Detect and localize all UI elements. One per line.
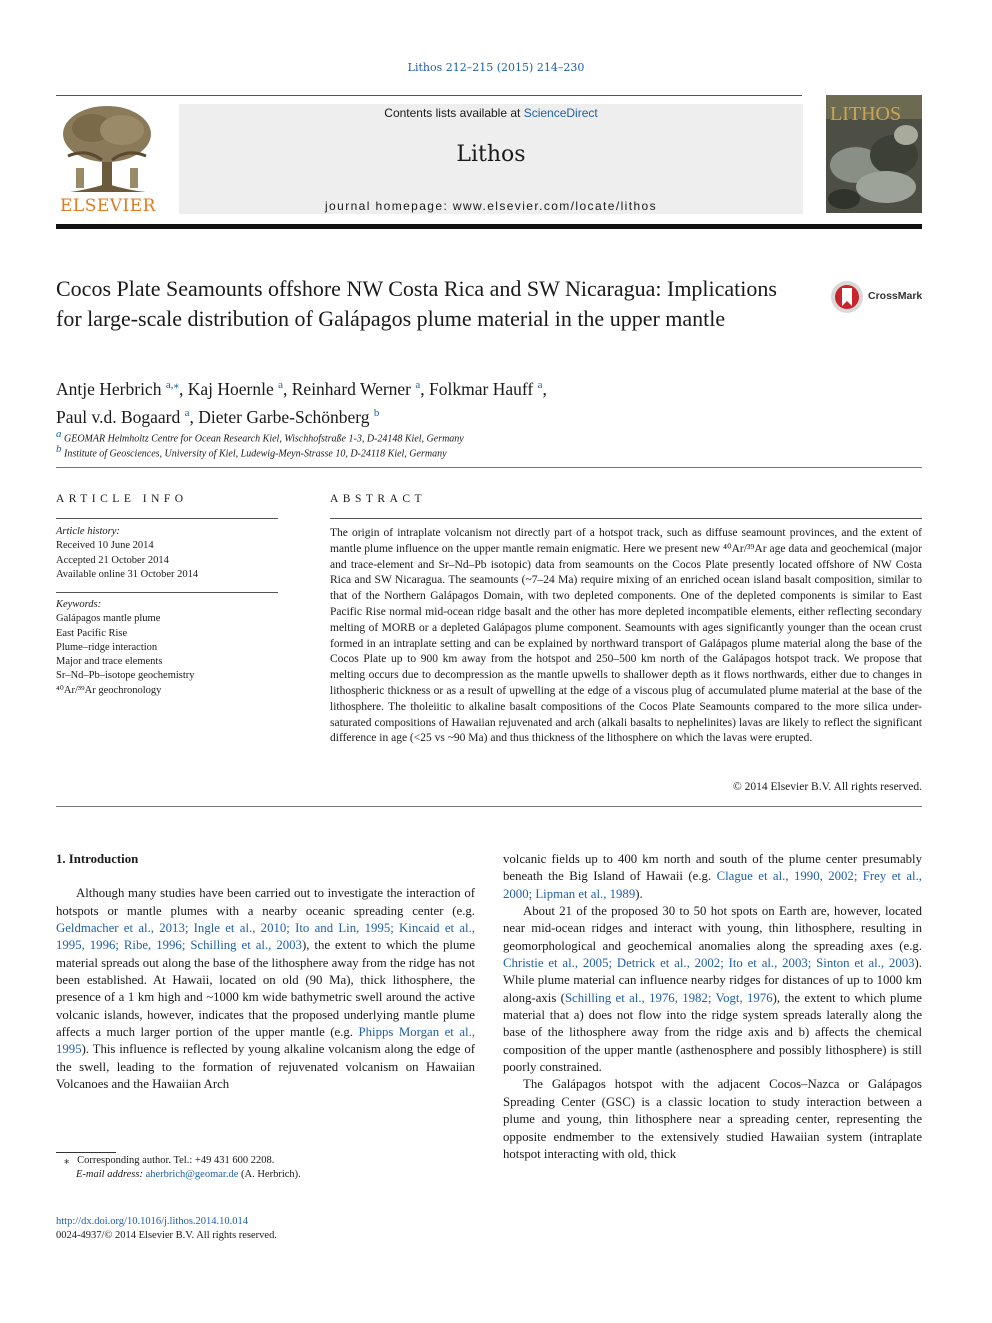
author-affiliation-link[interactable]: a bbox=[415, 379, 421, 391]
reference-link[interactable]: Phipps Morgan et al., 1995 bbox=[56, 1025, 475, 1057]
history-label: Article history: bbox=[56, 526, 120, 537]
intro-paragraph-3 bbox=[503, 1076, 922, 1163]
journal-citation[interactable]: Lithos 212–215 (2015) 214–230 bbox=[407, 61, 585, 74]
journal-cover-image bbox=[826, 95, 922, 213]
footnote-rule bbox=[56, 1152, 116, 1153]
paragraph-text: volcanic fields up to 400 km north and south of the plume center presumably beneath the Big Island of Hawaii (e.g. bbox=[503, 852, 922, 884]
crossmark-label: CrossMark bbox=[868, 290, 923, 302]
author-line-1 bbox=[56, 373, 816, 401]
keyword: Plume–ridge interaction bbox=[56, 641, 158, 653]
keyword: Sr–Nd–Pb–isotope geochemistry bbox=[56, 670, 195, 682]
right-column bbox=[503, 851, 922, 1163]
author-affiliation-link[interactable]: a bbox=[537, 379, 543, 391]
elsevier-wordmark: ELSEVIER bbox=[60, 196, 156, 216]
elsevier-logo bbox=[56, 104, 160, 214]
keyword: Major and trace elements bbox=[56, 656, 163, 668]
author-affiliation-link[interactable]: b bbox=[373, 406, 380, 419]
author-name: Paul v.d. Bogaard bbox=[56, 406, 185, 427]
article-info-rule bbox=[56, 518, 278, 519]
email-link[interactable]: aherbrich@geomar.de bbox=[145, 1169, 239, 1180]
reference-link[interactable]: Schilling et al., 1976, 1982; Vogt, 1976 bbox=[564, 990, 773, 1005]
author-affiliation-link[interactable]: a bbox=[278, 379, 283, 391]
corresponding-author bbox=[56, 1154, 476, 1168]
intro-paragraph-1 bbox=[56, 885, 475, 1093]
footnote-mark: ⁎ bbox=[64, 1155, 70, 1166]
contents-prefix: Contents lists available at bbox=[384, 106, 524, 120]
paragraph-text: ), the extent to which the plume material spreads out along the base of the lithosphere away from the ridge has not been established. At Hawaii, located on old (90 Ma), thick lithosphere, the presence of a 1 km high and ~1000 km wide bathymetric swell around the active volcanic islands, however, indicates that the proposed underlying mantle plume affects a much larger portion of the upper mantle (e.g. bbox=[56, 938, 476, 1040]
author-name: Antje Herbrich bbox=[56, 378, 166, 399]
email-line bbox=[56, 1168, 476, 1182]
keyword: ⁴⁰Ar/³⁹Ar geochronology bbox=[56, 684, 162, 696]
crossmark-button[interactable] bbox=[830, 280, 930, 314]
header-thick-rule bbox=[56, 224, 922, 229]
paragraph-text: ). This influence is reflected by young alkaline volcanism along the edge of the swell, leading to the formation of rejuvenated volcanism on Hawaiian Volcanoes and the Hawaiian Arch bbox=[56, 1042, 475, 1092]
body-rule bbox=[56, 806, 922, 807]
author-name: , Folkmar Hauff bbox=[420, 378, 538, 399]
paragraph-text: The Galápagos hotspot with the adjacent Cocos–Nazca or Galápagos Spreading Center (GSC) is a classic location to study interaction between a plume and young, thin lithosphere near a spreading center, representing the opposite endmember to the extensively studied Hawaiian system (intraplate hotspot interacting with old, thick bbox=[503, 1077, 922, 1161]
article-title: Cocos Plate Seamounts offshore NW Costa Rica and SW Nicaragua: Implications for large-scale distribution of Galápagos plume material in the upper mantle bbox=[56, 276, 777, 331]
intro-paragraph-2 bbox=[503, 903, 922, 1076]
author-affiliation-link[interactable]: a bbox=[184, 406, 190, 419]
paragraph-text: About 21 of the proposed 30 to 50 hot spots on Earth are, however, located near mid-ocean ridges and interact with young, thin lithosphere, resulting in geomorphological and geochemical anomalies along the spreading axes (e.g. bbox=[503, 904, 922, 953]
abstract-copyright: © 2014 Elsevier B.V. All rights reserved. bbox=[733, 781, 922, 793]
author-name: , Dieter Garbe-Schönberg bbox=[189, 406, 374, 427]
abstract-text: The origin of intraplate volcanism not directly part of a hotspot track, such as diffuse seamount provinces, and the extent of mantle plume influence on the upper mantle remain enigmatic. Here we present new ⁴⁰Ar/³⁹Ar age data and geochemical (major and trace-element and Sr–Nd–Pb isotopic) data from seamounts on the Cocos Plate presently located offshore of NW Costa Rica and SW Nicaragua. The seamounts (~7–24 Ma) require mixing of an enriched ocean island basalt composition, similar to that of the Northern Galápagos Domain, with two depleted components. One of the depleted components is similar to East Pacific Rise normal mid-ocean ridge basalt and the other has more depleted incompatible elements, either reflecting secondary melting of MORB or a depleted Galápagos plume component. Seamounts with ages significantly younger than the ocean crust formed in an intraplate setting and can be explained by northward transport of Galápagos plume material along the base of the Cocos Plate up to 900 km away from the hotspot and 250–500 km north of the Galápagos hotspot track. We propose that melting occurs due to decompression as the mantle upwells to shallower depth as it flows northwards, either due to changes in lithospheric thickness or as a result of upwelling at the edge of a viscous plug of accumulated plume material at the base of the lithosphere. The tholeiitic to alkaline basalt compositions of the Cocos Plate Seamounts compared to the more silica under-saturated compositions of Hawaiian rejuvenated and arch (alkali basalts to nephelinites) lavas are likely to reflect the significant difference in age (<25 vs ~90 Ma) and thus thickness of the lithosphere on which the lavas were erupted. bbox=[330, 527, 922, 745]
abstract-heading: ABSTRACT bbox=[330, 493, 427, 505]
reference-link[interactable]: Clague et al., 1990, 2002; Frey et al., 2000; Lipman et al., 1989 bbox=[503, 869, 922, 901]
doi-link[interactable]: http://dx.doi.org/10.1016/j.lithos.2014.10.014 bbox=[56, 1216, 249, 1227]
intro-paragraph-1-cont bbox=[503, 851, 922, 903]
footnote bbox=[56, 1154, 476, 1182]
keywords-rule bbox=[56, 592, 278, 593]
paragraph-text: ), the extent to which plume material that a) does not flow into the ridge system spreads laterally along the base of the lithosphere away from the ridge axis and b) affects the chemical composition of the upper mantle (asthenosphere and possibly lithosphere) is still poorly constrained. bbox=[503, 990, 922, 1075]
crossmark-icon bbox=[830, 280, 864, 314]
reference-link[interactable]: Geldmacher et al., 2013; Ingle et al., 2010; Ito and Lin, 1995; Kincaid et al., 1995, 1996; Ribe, 1996; Schilling et al., 2003 bbox=[56, 921, 475, 953]
reference-link[interactable]: Christie et al., 2005; Detrick et al., 2002; Ito et al., 2003; Sinton et al., 2003 bbox=[503, 956, 915, 971]
online-date: Available online 31 October 2014 bbox=[56, 568, 199, 580]
affiliation-mark: b bbox=[56, 443, 62, 455]
author-line-2 bbox=[56, 401, 816, 429]
keyword: Galápagos mantle plume bbox=[56, 613, 161, 625]
section-rule bbox=[56, 467, 922, 468]
article-info-heading: ARTICLE INFO bbox=[56, 493, 188, 505]
author-affiliation-link[interactable]: a,⁎ bbox=[165, 379, 179, 391]
bottom-info bbox=[56, 1215, 476, 1243]
affiliation-text: Institute of Geosciences, University of Kiel, Ludewig-Meyn-Strasse 10, D-24118 Kiel, Germany bbox=[64, 448, 447, 460]
left-column bbox=[56, 851, 475, 1093]
article-history bbox=[56, 525, 278, 582]
author-list bbox=[56, 373, 816, 429]
email-label: E-mail address: bbox=[76, 1169, 146, 1180]
footnote-text: Corresponding author. Tel.: +49 431 600 2208. bbox=[77, 1155, 275, 1166]
author-name: , Kaj Hoernle bbox=[178, 378, 279, 399]
received-date: Received 10 June 2014 bbox=[56, 540, 154, 552]
keywords-block bbox=[56, 598, 278, 698]
contents-available bbox=[179, 106, 803, 120]
issn-copyright: 0024-4937/© 2014 Elsevier B.V. All rights reserved. bbox=[56, 1230, 277, 1241]
email-suffix: (A. Herbrich). bbox=[238, 1169, 301, 1180]
affiliation-a bbox=[56, 428, 816, 444]
affiliation-mark: a bbox=[56, 428, 62, 440]
abstract-rule bbox=[330, 518, 922, 519]
keyword: East Pacific Rise bbox=[56, 627, 128, 639]
section-heading-introduction: 1. Introduction bbox=[56, 852, 139, 866]
accepted-date: Accepted 21 October 2014 bbox=[56, 554, 169, 566]
affiliation-b bbox=[56, 443, 816, 459]
affiliation-text: GEOMAR Helmholtz Centre for Ocean Research Kiel, Wischhofstraße 1-3, D-24148 Kiel, Germany bbox=[64, 433, 464, 445]
header-rule bbox=[56, 95, 802, 96]
journal-title: Lithos bbox=[456, 142, 526, 167]
paragraph-text: Although many studies have been carried out to investigate the interaction of hotspots or mantle plumes with a nearby oceanic spreading center (e.g. bbox=[56, 886, 475, 918]
cover-title: LITHOS bbox=[830, 103, 902, 125]
sciencedirect-link[interactable]: ScienceDirect bbox=[523, 106, 598, 120]
paragraph-text: ). bbox=[635, 886, 643, 901]
author-name: , Reinhard Werner bbox=[283, 378, 416, 399]
journal-homepage-link[interactable]: journal homepage: www.elsevier.com/locate/lithos bbox=[324, 199, 657, 213]
paragraph-text: ). While plume material can influence nearby ridges for distances of up to 1000 km along-axis ( bbox=[503, 956, 922, 1005]
author-name: , bbox=[542, 378, 547, 399]
keywords-label: Keywords: bbox=[56, 599, 102, 610]
